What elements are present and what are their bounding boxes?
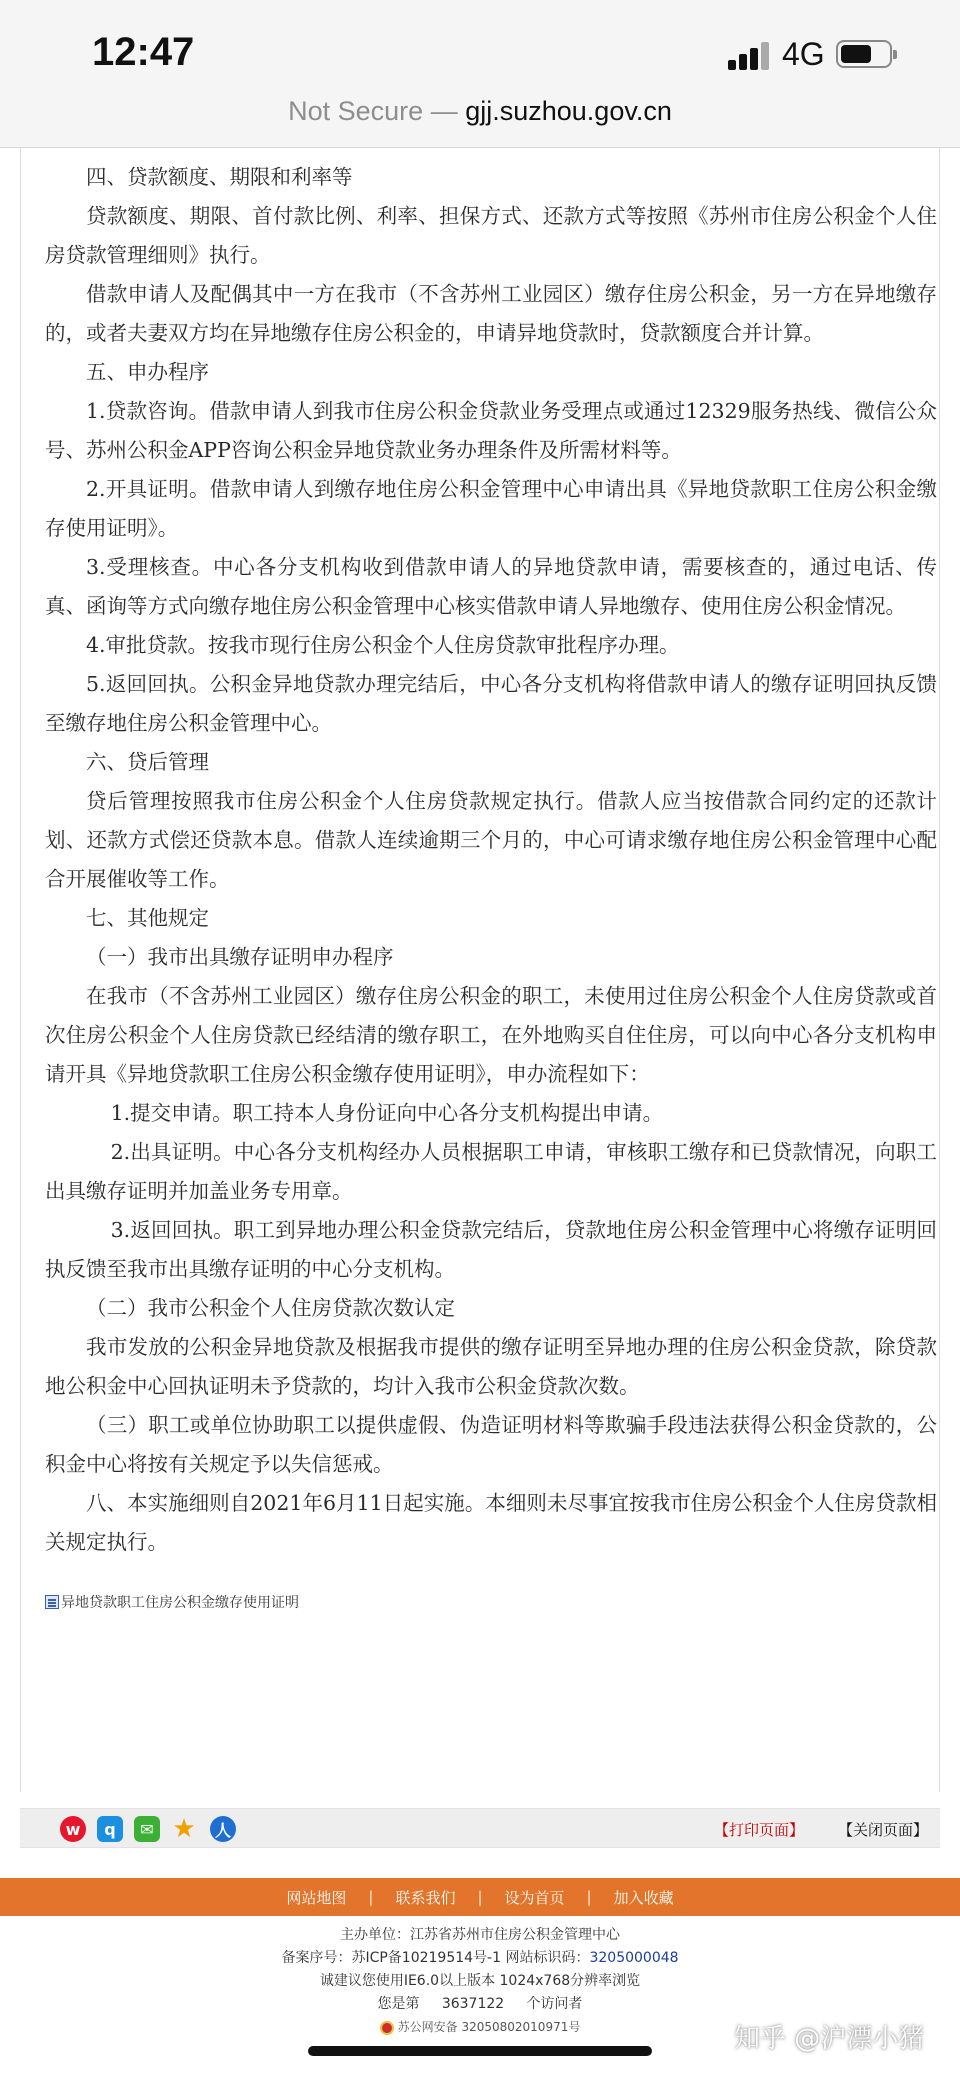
wechat-icon[interactable]: ✉	[134, 1816, 160, 1842]
paragraph: 1.贷款咨询。借款申请人到我市住房公积金贷款业务受理点或通过12329服务热线、微信公众号、苏州公积金APP咨询公积金异地贷款业务办理条件及所需材料等。	[45, 399, 937, 462]
close-page-link[interactable]: 【关闭页面】	[838, 1821, 929, 1839]
network-type: 4G	[782, 36, 825, 72]
divider: |	[368, 1888, 374, 1906]
icp-text: 备案序号：苏ICP备10219514号-1 网站标识码：	[281, 1950, 590, 1966]
paragraph: 3.返回回执。职工到异地办理公积金贷款完结后，贷款地住房公积金管理中心将缴存证明回执反馈至我市出具缴存证明的中心分支机构。	[45, 1218, 937, 1281]
cellular-signal-icon	[728, 42, 772, 70]
paragraph: 2.出具证明。中心各分支机构经办人员根据职工申请，审核职工缴存和已贷款情况，向职工出具缴存证明并加盖业务专用章。	[45, 1140, 937, 1203]
document-icon	[45, 1595, 59, 1609]
visitor-count: 3637122	[441, 1996, 505, 2012]
security-label: Not Secure —	[288, 96, 458, 126]
favorite-star-icon[interactable]: ★	[172, 1814, 196, 1844]
qq-icon[interactable]: q	[97, 1816, 123, 1842]
footer-link-favorite[interactable]: 加入收藏	[613, 1888, 674, 1907]
visitor-suffix: 个访问者	[526, 1996, 583, 2012]
visitor-prefix: 您是第	[377, 1996, 420, 2012]
divider: |	[586, 1888, 592, 1906]
paragraph: 借款申请人及配偶其中一方在我市（不含苏州工业园区）缴存住房公积金，另一方在异地缴存的，或者夫妻双方均在异地缴存住房公积金的，申请异地贷款时，贷款额度合并计算。	[45, 282, 937, 345]
paragraph: 贷款额度、期限、首付款比例、利率、担保方式、还款方式等按照《苏州市住房公积金个人住房贷款管理细则》执行。	[45, 204, 937, 267]
attachment-link[interactable]	[45, 1592, 299, 1612]
paragraph: 1.提交申请。职工持本人身份证向中心各分支机构提出申请。	[110, 1101, 664, 1125]
renren-icon[interactable]: 人	[210, 1816, 236, 1842]
paragraph: 5.返回回执。公积金异地贷款办理完结后，中心各分支机构将借款申请人的缴存证明回执反馈至缴存地住房公积金管理中心。	[45, 672, 937, 735]
police-record-text: 苏公网安备 32050802010971号	[397, 2020, 581, 2034]
visitor-counter	[0, 1993, 960, 2016]
paragraph: （三）职工或单位协助职工以提供虚假、伪造证明材料等欺骗手段违法获得公积金贷款的，公积金中心将按有关规定予以失信惩戒。	[45, 1413, 937, 1476]
paragraph: 八、本实施细则自2021年6月11日起实施。本细则未尽事宜按我市住房公积金个人住房贷款相关规定执行。	[45, 1491, 937, 1554]
section-heading: 四、贷款额度、期限和利率等	[86, 165, 353, 189]
watermark: 知乎 @沪漂小猪	[734, 2024, 925, 2054]
battery-icon	[836, 40, 892, 68]
section-heading: 六、贷后管理	[86, 750, 209, 774]
home-indicator[interactable]	[308, 2046, 652, 2056]
footer-link-homepage[interactable]: 设为首页	[504, 1888, 565, 1907]
browser-top-bar	[0, 0, 960, 148]
police-badge-icon	[380, 2021, 394, 2035]
paragraph: 贷后管理按照我市住房公积金个人住房贷款规定执行。借款人应当按借款合同约定的还款计划、还款方式偿还贷款本息。借款人连续逾期三个月的，中心可请求缴存地住房公积金管理中心配合开展催收等工作。	[45, 789, 937, 891]
icp-record	[0, 1947, 960, 1970]
paragraph: 3.受理核查。中心各分支机构收到借款申请人的异地贷款申请，需要核查的，通过电话、传真、函询等方式向缴存地住房公积金管理中心核实借款申请人异地缴存、使用住房公积金情况。	[45, 555, 937, 618]
paragraph: 2.开具证明。借款申请人到缴存地住房公积金管理中心申请出具《异地贷款职工住房公积金缴存使用证明》。	[45, 477, 937, 540]
address-bar[interactable]	[0, 96, 960, 127]
police-record[interactable]	[380, 2016, 581, 2039]
browser-tip: 诚建议您使用IE6.0以上版本 1024x768分辨率浏览	[319, 1973, 641, 1989]
bottom-strip	[0, 2058, 960, 2078]
article-body	[45, 158, 937, 1562]
share-action-bar	[20, 1808, 940, 1848]
footer-link-contact[interactable]: 联系我们	[395, 1888, 456, 1907]
paragraph: 我市发放的公积金异地贷款及根据我市提供的缴存证明至异地办理的住房公积金贷款，除贷款地公积金中心回执证明未予贷款的，均计入我市公积金贷款次数。	[45, 1335, 937, 1398]
weibo-icon[interactable]: w	[60, 1816, 86, 1842]
attachment-label: 异地贷款职工住房公积金缴存使用证明	[61, 1595, 299, 1611]
status-time: 12:47	[92, 30, 195, 74]
site-code[interactable]: 3205000048	[589, 1950, 679, 1966]
section-heading: 七、其他规定	[86, 906, 209, 930]
article-container	[20, 148, 940, 1792]
paragraph: 在我市（不含苏州工业园区）缴存住房公积金的职工，未使用过住房公积金个人住房贷款或首次住房公积金个人住房贷款已经结清的缴存职工，在外地购买自住住房，可以向中心各分支机构申请开具《异地贷款职工住房公积金缴存使用证明》，申办流程如下：	[45, 984, 937, 1086]
subsection-heading: （二）我市公积金个人住房贷款次数认定	[86, 1296, 455, 1320]
print-page-link[interactable]: 【打印页面】	[714, 1821, 805, 1839]
section-heading: 五、申办程序	[86, 360, 209, 384]
divider: |	[477, 1888, 483, 1906]
footer-link-sitemap[interactable]: 网站地图	[286, 1888, 347, 1907]
paragraph: 4.审批贷款。按我市现行住房公积金个人住房贷款审批程序办理。	[86, 633, 680, 657]
url-domain: gjj.suzhou.gov.cn	[465, 96, 672, 126]
footer-nav	[0, 1878, 960, 1916]
subsection-heading: （一）我市出具缴存证明申办程序	[86, 945, 394, 969]
host-org: 主办单位：江苏省苏州市住房公积金管理中心	[340, 1927, 620, 1943]
